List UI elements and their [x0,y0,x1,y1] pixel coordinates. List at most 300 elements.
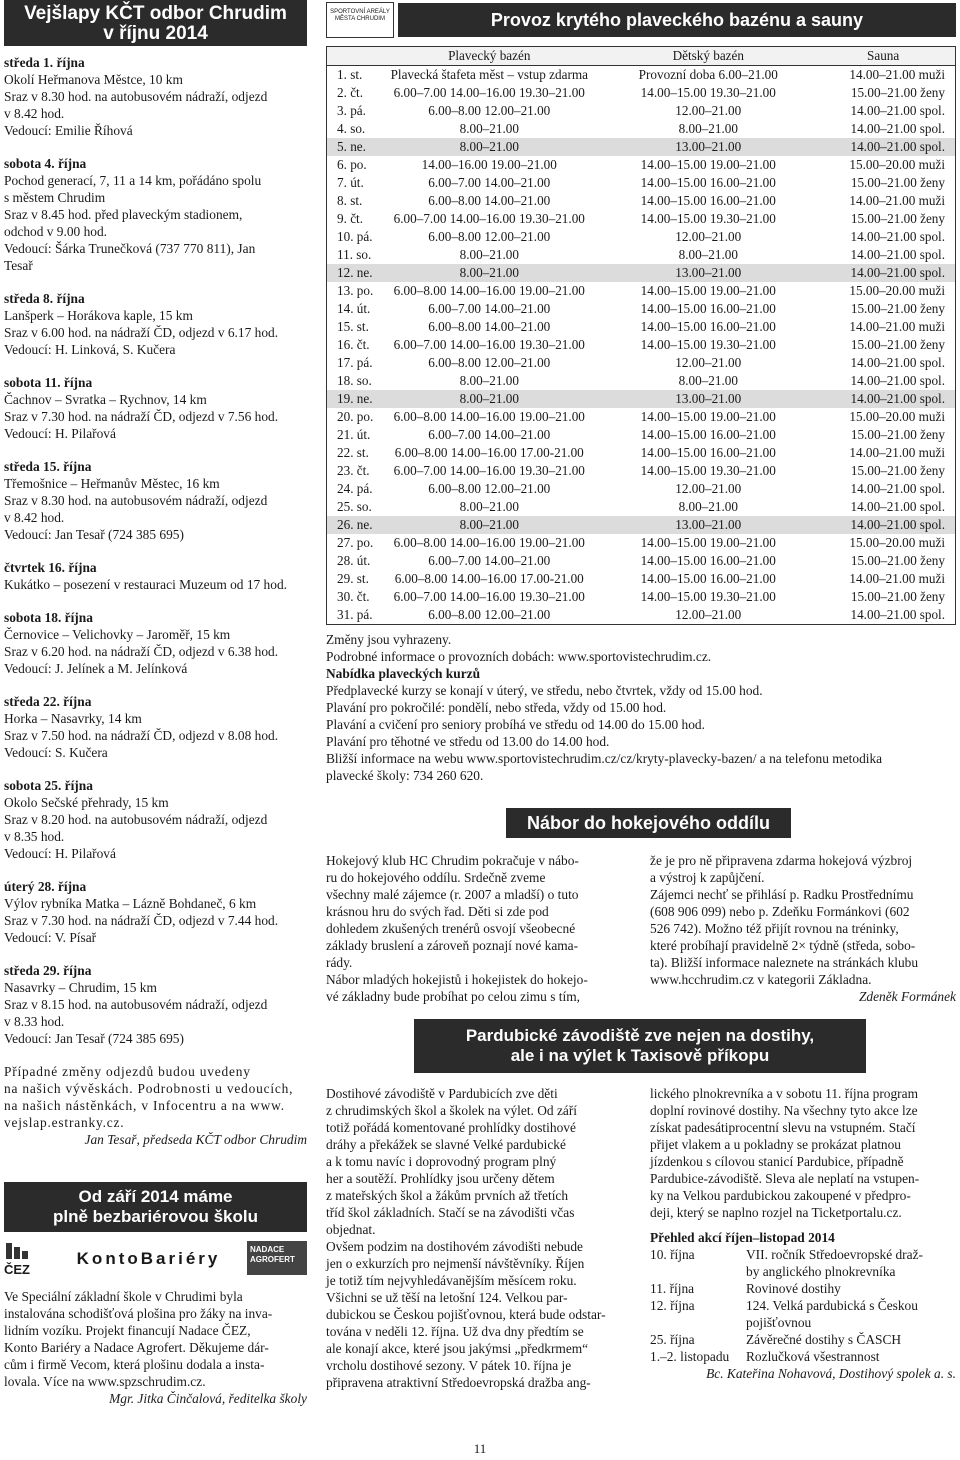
header-detsky: Dětský bazén [605,47,811,66]
trip-entry [4,559,307,593]
pardubice-line: z mateřských škol a žákům prvních až třetích [326,1188,569,1203]
schedule-row [327,120,956,138]
schedule-plavecky: 6.00–7.00 14.00–21.00 [428,553,551,568]
event-row [650,1348,956,1365]
schedule-plavecky: 8.00–21.00 [459,373,519,388]
schedule-sauna: 14.00–21.00 spol. [811,138,955,156]
event-date: 25. října [650,1332,695,1347]
trip-line: Čachnov – Svratka – Rychnov, 14 km [4,392,207,407]
hockey-col1 [326,852,632,1005]
trip-line: v 8.35 hod. [4,829,65,844]
trip-day: úterý 28. října [4,879,87,894]
event-text: Rovinové dostihy [746,1281,841,1296]
page-number: 11 [473,1441,487,1456]
pardubice-line: doplní rovinové dostihy. Na všechny tyto akce lze [650,1103,918,1118]
event-row [650,1280,956,1297]
schedule-detsky: 12.00–21.00 [675,607,742,622]
pool-header [326,0,956,40]
schedule-detsky: 14.00–15.00 19.30–21.00 [640,211,776,226]
hockey-line: a výstroj k zapůjčení. [650,870,765,885]
events-title: Přehled akcí říjen–listopad 2014 [650,1230,835,1245]
trip-line: v 8.33 hod. [4,1014,65,1029]
schedule-day: 3. pá. [337,103,366,118]
header-day [327,47,374,66]
schedule-detsky: 14.00–15.00 19.00–21.00 [640,157,776,172]
school-text-line: lovala. Více na www.spzschrudim.cz. [4,1374,206,1389]
schedule-day: 26. ne. [327,516,374,534]
cez-logo [4,1240,50,1276]
hockey-line: dohledem zkušených trenérů osvojí všeobecné [326,921,576,936]
left-column [4,0,307,1407]
schedule-day: 1. st. [337,67,363,82]
note-changes: Změny jsou vyhrazeny. [326,632,452,647]
schedule-detsky: 14.00–15.00 19.30–21.00 [640,463,776,478]
school-text [4,1288,307,1390]
schedule-sauna: 15.00–21.00 ženy [850,175,945,190]
schedule-row [327,318,956,336]
trip-line: Nasavrky – Chrudim, 15 km [4,980,157,995]
schedule-sauna: 14.00–21.00 spol. [850,607,945,622]
schedule-row [327,84,956,102]
pardubice-line: Dostihové závodiště v Pardubicích zve děti [326,1086,558,1101]
schedule-day: 14. út. [337,301,371,316]
schedule-detsky: 14.00–15.00 16.00–21.00 [640,445,776,460]
hockey-line: Hokejový klub HC Chrudim pokračuje v nábo- [326,853,579,868]
schedule-plavecky: 6.00–7.00 14.00–16.00 19.30–21.00 [393,337,585,352]
schedule-row [327,210,956,228]
trip-line: Sraz v 6.00 hod. na nádraží ČD, odjezd v 6.17 hod. [4,325,279,340]
schedule-plavecky: 6.00–7.00 14.00–16.00 19.30–21.00 [393,463,585,478]
schedule-day: 2. čt. [337,85,364,100]
trip-line: Vedoucí: H. Pilařová [4,426,116,441]
schedule-plavecky: 6.00–7.00 14.00–16.00 19.30–21.00 [393,85,585,100]
schedule-plavecky: 6.00–8.00 12.00–21.00 [428,229,551,244]
schedule-row [327,282,956,300]
schedule-day: 24. pá. [337,481,373,496]
school-text-line: cům i firmě Vecom, která plošinu dodala a insta- [4,1357,265,1372]
schedule-detsky: 14.00–15.00 16.00–21.00 [640,175,776,190]
pardubice-line: vrcholu dostihové sezony. V pátek 10. října je [326,1358,572,1373]
schedule-plavecky: 8.00–21.00 [373,264,605,282]
trip-line: Vedoucí: Jan Tesař (724 385 695) [4,527,184,542]
pardubice-col2-wrap [650,1085,956,1391]
schedule-sauna: 15.00–21.00 ženy [850,337,945,352]
schedule-sauna: 14.00–21.00 spol. [811,390,955,408]
hockey-line: (608 906 099) nebo p. Zdeňku Formánkovi (602 [650,904,910,919]
hockey-line: vé základny bude probíhat po celou zimu s tím, [326,989,580,1004]
schedule-detsky: Provozní doba 6.00–21.00 [638,67,778,82]
schedule-sauna: 15.00–21.00 ženy [850,553,945,568]
pardubice-article [326,1085,956,1391]
schedule-plavecky: 6.00–8.00 14.00–16.00 19.00–21.00 [393,283,585,298]
schedule-plavecky: 6.00–7.00 14.00–16.00 19.30–21.00 [393,211,585,226]
nadace-agrofert-logo [247,1241,307,1275]
event-date: 12. října [650,1298,695,1313]
schedule-day: 20. po. [337,409,374,424]
schedule-plavecky: 6.00–8.00 14.00–21.00 [428,193,551,208]
schedule-plavecky: 6.00–7.00 14.00–21.00 [428,175,551,190]
schedule-row [327,174,956,192]
schedule-sauna: 15.00–21.00 ženy [850,589,945,604]
schedule-sauna: 14.00–21.00 spol. [850,481,945,496]
schedule-sauna: 15.00–21.00 ženy [850,211,945,226]
event-text: 124. Velká pardubická s Českou [746,1298,918,1313]
schedule-day: 13. po. [337,283,374,298]
trip-day: středa 1. října [4,55,85,70]
pardubice-line: a k tomu navíc i doprovodný program plný [326,1154,557,1169]
pardubice-line: připravena atraktivní Středoevropská dražba ang- [326,1375,591,1390]
schedule-detsky: 14.00–15.00 19.30–21.00 [640,85,776,100]
schedule-plavecky: 6.00–7.00 14.00–21.00 [428,301,551,316]
schedule-sauna: 15.00–20.00 muži [849,409,945,424]
trips-title-line1: Vejšlapy KČT odbor Chrudim [24,3,287,24]
sportovni-arealy-logo: SPORTOVNÍ AREÁLY MĚSTA CHRUDIM [326,2,394,38]
schedule-plavecky: 6.00–7.00 14.00–16.00 19.30–21.00 [393,589,585,604]
trip-line: Okolí Heřmanova Městce, 10 km [4,72,183,87]
schedule-plavecky: 8.00–21.00 [459,499,519,514]
trips-list [4,54,307,1047]
hockey-col2 [650,852,956,988]
pardubice-line: je totiž tím nejvyhledávanějším měsícem roku. [326,1273,577,1288]
trip-day: sobota 25. října [4,778,93,793]
schedule-plavecky: 8.00–21.00 [459,247,519,262]
school-title-line2: plně bezbariérovou školu [53,1207,258,1226]
trip-line: Sraz v 8.15 hod. na autobusovém nádraží, odjezd [4,997,268,1012]
schedule-detsky: 14.00–15.00 19.30–21.00 [640,337,776,352]
nadace-logo-line1: NADACE [250,1245,285,1254]
right-column [326,0,956,1391]
trip-line: Vedoucí: Šárka Trunečková (737 770 811), Jan [4,241,256,256]
schedule-detsky: 12.00–21.00 [675,355,742,370]
event-date [650,1263,746,1280]
schedule-plavecky: 8.00–21.00 [373,516,605,534]
school-signature: Mgr. Jitka Činčalová, ředitelka školy [109,1391,307,1406]
trips-title-banner [4,0,307,46]
hockey-line: Nábor mladých hokejistů i hokejistek do hokejo- [326,972,588,987]
schedule-sauna: 14.00–21.00 muži [849,67,945,82]
schedule-sauna: 14.00–21.00 spol. [850,229,945,244]
schedule-detsky: 14.00–15.00 16.00–21.00 [640,301,776,316]
trip-line: Sraz v 7.30 hod. na nádraží ČD, odjezd v 7.44 hod. [4,913,279,928]
schedule-day: 25. so. [337,499,372,514]
schedule-sauna: 14.00–21.00 spol. [850,103,945,118]
schedule-detsky: 14.00–15.00 19.00–21.00 [640,535,776,550]
konto-bariery-logo: KontoBariéry [76,1248,221,1268]
schedule-day: 11. so. [337,247,372,262]
pardubice-col1 [326,1085,632,1391]
trip-line: s městem Chrudim [4,190,106,205]
schedule-sauna: 14.00–21.00 muži [849,445,945,460]
event-text: Závěrečné dostihy s ČASCH [746,1332,902,1347]
schedule-day: 23. čt. [337,463,370,478]
courses-title: Nabídka plaveckých kurzů [326,666,481,681]
schedule-sauna: 14.00–21.00 muži [849,571,945,586]
school-text-line: Konto Bariéry a Nadace Agrofert. Děkujeme dár- [4,1340,269,1355]
trip-day: středa 8. října [4,291,85,306]
pardubice-line: ale konají akce, které jsou jakýmsi „předkrmem“ [326,1341,589,1356]
schedule-sauna: 14.00–21.00 muži [849,193,945,208]
hockey-line: Zájemci nechť se přihlásí p. Radku Prostřednímu [650,887,914,902]
pardubice-line: dubickou se Českou pojišťovnou, která bude odstar- [326,1307,606,1322]
schedule-row [327,390,956,408]
trips-signature: Jan Tesař, předseda KČT odbor Chrudim [84,1132,307,1147]
schedule-day: 19. ne. [327,390,374,408]
closing-line: vejslap.estranky.cz. [4,1115,125,1130]
schedule-row [327,300,956,318]
pardubice-title-banner [414,1019,866,1073]
schedule-detsky: 8.00–21.00 [678,373,738,388]
schedule-detsky: 13.00–21.00 [605,516,811,534]
closing-line: na našich vývěskách. Podrobnosti u vedoucích, [4,1081,294,1096]
course-line: plavecké školy: 734 260 620. [326,768,484,783]
pardubice-line: totiž pořádá komentované prohlídky dostihové [326,1120,576,1135]
pardubice-line: Pardubice-závodiště. Sleva ale neplatí na vstupen- [650,1171,920,1186]
schedule-day: 7. út. [337,175,364,190]
schedule-detsky: 8.00–21.00 [678,121,738,136]
schedule-detsky: 14.00–15.00 16.00–21.00 [640,427,776,442]
pardubice-title-line1: Pardubické závodiště zve nejen na dostihy, [465,1026,815,1045]
schedule-day: 17. pá. [337,355,373,370]
pardubice-col2 [650,1085,956,1221]
schedule-detsky: 8.00–21.00 [678,247,738,262]
trip-day: sobota 18. října [4,610,93,625]
schedule-row [327,408,956,426]
schedule-row [327,426,956,444]
event-date: 1.–2. listopadu [650,1349,730,1364]
trip-entry [4,374,307,442]
schedule-plavecky: 6.00–7.00 14.00–21.00 [428,427,551,442]
trips-closing [4,1063,307,1131]
schedule-detsky: 13.00–21.00 [605,138,811,156]
course-line: Předplavecké kurzy se konají v úterý, ve středu, nebo čtvrtek, vždy od 15.00 hod. [326,683,763,698]
schedule-row [327,606,956,625]
schedule-day: 4. so. [337,121,366,136]
course-line: Plavání pro těhotné ve středu od 13.00 do 14.00 hod. [326,734,610,749]
trip-day: středa 15. října [4,459,92,474]
trip-line: Vedoucí: J. Jelínek a M. Jelínková [4,661,188,676]
course-line: Plavání pro pokročilé: pondělí, nebo středa, vždy od 15.00 hod. [326,700,667,715]
header-plavecky: Plavecký bazén [373,47,605,66]
pardubice-line: Všichni se už těší na letošní 124. Velkou par- [326,1290,568,1305]
schedule-day: 18. so. [337,373,372,388]
schedule-row [327,66,956,85]
hockey-line: základy bruslení a zároveň poznají nové kama- [326,938,579,953]
schedule-day: 28. út. [337,553,371,568]
schedule-detsky: 13.00–21.00 [605,390,811,408]
schedule-row [327,570,956,588]
trip-line: Sraz v 8.30 hod. na autobusovém nádraží, odjezd [4,89,268,104]
hockey-line: které probíhají pravidelně 2× týdně (středa, sobo- [650,938,916,953]
schedule-sauna: 14.00–21.00 spol. [850,247,945,262]
cez-logo-text: ČEZ [4,1262,30,1277]
schedule-plavecky: 8.00–21.00 [459,121,519,136]
schedule-plavecky: 6.00–8.00 12.00–21.00 [428,481,551,496]
schedule-plavecky: 6.00–8.00 12.00–21.00 [428,355,551,370]
pardubice-line: Ovšem podzim na dostihovém závodišti nebude [326,1239,583,1254]
schedule-day: 21. út. [337,427,371,442]
schedule-row [327,246,956,264]
schedule-row [327,156,956,174]
trip-day: středa 22. října [4,694,92,709]
schedule-detsky: 14.00–15.00 19.30–21.00 [640,589,776,604]
event-text: Rozlučková všestrannost [746,1349,880,1364]
pardubice-line: lického plnokrevníka a v sobotu 11. října program [650,1086,918,1101]
schedule-plavecky: 6.00–8.00 14.00–16.00 19.00–21.00 [393,409,585,424]
nadace-logo-line2: AGROFERT [250,1255,295,1264]
schedule-row [327,336,956,354]
trip-entry [4,878,307,946]
event-text: VII. ročník Středoevropské draž- [746,1247,923,1262]
pardubice-line: přijet vlakem a u pokladny se prokázat platnou [650,1137,901,1152]
schedule-row [327,462,956,480]
schedule-row [327,444,956,462]
pardubice-line: ky na Velkou pardubickou zakoupené v předpro- [650,1188,911,1203]
pool-title: Provoz krytého plaveckého bazénu a sauny [398,3,956,37]
trip-line: Výlov rybníka Matka – Lázně Bohdaneč, 6 km [4,896,257,911]
trip-entry [4,54,307,139]
trip-entry [4,458,307,543]
schedule-plavecky: 6.00–8.00 14.00–16.00 17.00-21.00 [394,445,584,460]
hockey-line: že je pro ně připravena zdarma hokejová výzbroj [650,853,913,868]
trip-entry [4,290,307,358]
trips-title-line2: v říjnu 2014 [103,23,208,44]
events-overview [650,1229,956,1365]
closing-line: Případné změny odjezdů budou uvedeny [4,1064,251,1079]
event-row [650,1263,956,1280]
trip-line: Kukátko – posezení v restauraci Muzeum od 17 hod. [4,577,287,592]
hockey-line: všechny malé zájemce (r. 2007 a mladší) o tuto [326,887,579,902]
pardubice-signature: Bc. Kateřina Nohavová, Dostihový spolek a. s. [706,1366,956,1381]
schedule-day: 22. st. [337,445,369,460]
trip-line: Sraz v 6.20 hod. na nádraží ČD, odjezd v 6.38 hod. [4,644,279,659]
trip-entry [4,777,307,862]
hockey-title: Nábor do hokejového oddílu [506,808,791,838]
events-list [650,1246,956,1365]
schedule-day: 29. st. [337,571,369,586]
event-text: pojišťovnou [746,1315,812,1330]
schedule-plavecky: 14.00–16.00 19.00–21.00 [421,157,557,172]
trip-line: Sraz v 7.50 hod. na nádraží ČD, odjezd v 8.08 hod. [4,728,279,743]
trip-entry [4,693,307,761]
schedule-sauna: 14.00–21.00 spol. [850,499,945,514]
hockey-line: ta). Bližší informace naleznete na stránkách klubu [650,955,919,970]
event-date: 10. října [650,1247,695,1262]
pool-notes [326,631,956,784]
schedule-plavecky: 8.00–21.00 [373,138,605,156]
schedule-row [327,516,956,534]
trip-line: Třemošnice – Heřmanův Městec, 16 km [4,476,220,491]
schedule-sauna: 15.00–21.00 ženy [850,463,945,478]
schedule-row [327,228,956,246]
schedule-row [327,534,956,552]
hockey-line: ru do hokejového oddílu. Srdečně zveme [326,870,546,885]
schedule-detsky: 12.00–21.00 [675,229,742,244]
trip-day: sobota 4. října [4,156,87,171]
schedule-row [327,354,956,372]
closing-line: na našich nástěnkách, v Infocentru a na www. [4,1098,285,1113]
schedule-detsky: 14.00–15.00 16.00–21.00 [640,553,776,568]
trip-line: Pochod generací, 7, 11 a 14 km, pořádáno spolu [4,173,262,188]
schedule-plavecky: 6.00–8.00 14.00–16.00 19.00–21.00 [393,535,585,550]
pool-schedule-header-row [327,47,956,66]
event-text: by anglického plnokrevníka [746,1264,896,1279]
trip-day: čtvrtek 16. října [4,560,97,575]
schedule-day: 16. čt. [337,337,370,352]
schedule-sauna: 14.00–21.00 spol. [850,373,945,388]
trip-line: Vedoucí: H. Linková, S. Kučera [4,342,176,357]
schedule-plavecky: Plavecká štafeta měst – vstup zdarma [390,67,588,82]
schedule-sauna: 14.00–21.00 spol. [811,264,955,282]
schedule-detsky: 14.00–15.00 16.00–21.00 [640,319,776,334]
trip-line: Sraz v 8.20 hod. na autobusovém nádraží, odjezd [4,812,268,827]
hockey-article [326,852,956,1005]
schedule-plavecky: 8.00–21.00 [373,390,605,408]
schedule-row [327,102,956,120]
trip-entry [4,609,307,677]
schedule-row [327,498,956,516]
schedule-day: 5. ne. [327,138,374,156]
pardubice-line: jen o exkurzích pro nejmenší návštěvníky. Říjen [326,1256,585,1271]
schedule-sauna: 14.00–21.00 spol. [850,121,945,136]
hockey-signature: Zdeněk Formánek [858,989,956,1004]
schedule-day: 9. čt. [337,211,364,226]
schedule-detsky: 13.00–21.00 [605,264,811,282]
schedule-detsky: 12.00–21.00 [675,481,742,496]
courses-list [326,682,956,784]
schedule-sauna: 15.00–21.00 ženy [850,85,945,100]
hockey-line: rády. [326,955,353,970]
trip-line: Vedoucí: Emilie Říhová [4,123,133,138]
trip-line: Vedoucí: V. Písař [4,930,97,945]
trip-day: sobota 11. října [4,375,93,390]
schedule-row [327,192,956,210]
trip-line: Černovice – Velichovky – Jaroměř, 15 km [4,627,231,642]
hockey-line: www.hcchrudim.cz v kategorii Základna. [650,972,872,987]
trip-line: v 8.42 hod. [4,510,65,525]
pardubice-line: objednat. [326,1222,376,1237]
schedule-day: 15. st. [337,319,369,334]
schedule-sauna: 15.00–21.00 ženy [850,427,945,442]
schedule-plavecky: 6.00–8.00 14.00–16.00 17.00-21.00 [394,571,584,586]
sponsor-logos [4,1236,307,1280]
school-text-line: Ve Speciální základní škole v Chrudimi byla [4,1289,243,1304]
header-sauna: Sauna [811,47,955,66]
pardubice-line: tována v neděli 12. října. Už dva dny předtím se [326,1324,584,1339]
schedule-sauna: 14.00–21.00 muži [849,319,945,334]
event-date: 11. října [650,1281,695,1296]
hockey-line: krásnou hru do svých řad. Děti si zde pod [326,904,549,919]
schedule-sauna: 15.00–20.00 muži [849,283,945,298]
trip-line: Lanšperk – Horákova kaple, 15 km [4,308,193,323]
event-row [650,1331,956,1348]
schedule-sauna: 15.00–20.00 muži [849,535,945,550]
pardubice-line: tříd škol základních. Stačí se na závodišti včas [326,1205,575,1220]
hockey-line: 526 742). Možno též přijít rovnou na tréninky, [650,921,899,936]
trip-entry [4,962,307,1047]
schedule-day: 8. st. [337,193,363,208]
schedule-plavecky: 6.00–8.00 12.00–21.00 [428,607,551,622]
event-row [650,1297,956,1314]
trip-line: odchod v 9.00 hod. [4,224,108,239]
pardubice-title-line2: ale i na výlet k Taxisově příkopu [510,1046,770,1065]
trip-line: v 8.42 hod. [4,106,65,121]
course-line: Bližší informace na webu www.sportovistechrudim.cz/cz/kryty-plavecky-bazen/ a na telefonu metodika [326,751,883,766]
trip-line: Horka – Nasavrky, 14 km [4,711,142,726]
schedule-sauna: 14.00–21.00 spol. [811,516,955,534]
trip-day: středa 29. října [4,963,92,978]
trip-line: Vedoucí: S. Kučera [4,745,108,760]
trip-line: Vedoucí: Jan Tesař (724 385 695) [4,1031,184,1046]
